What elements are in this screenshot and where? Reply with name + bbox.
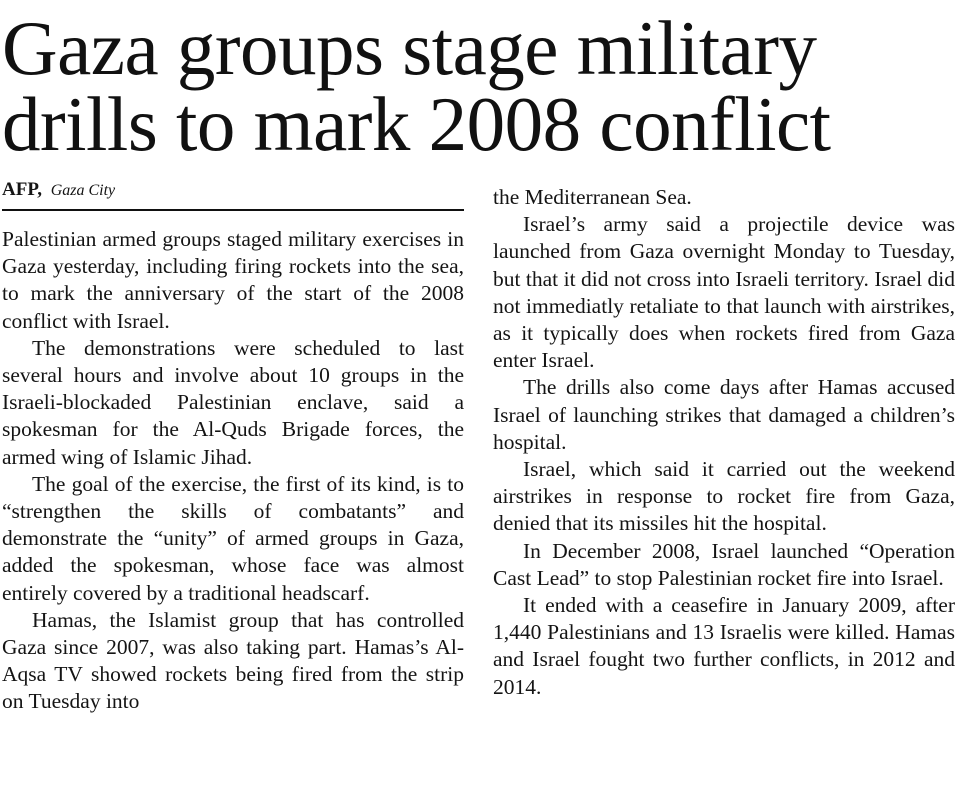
paragraph: Israel’s army said a projectile device was launched from Gaza overnight Monday to Tuesday, but that it did not cross into Israeli territory. Israel did not immediatly retaliate to that launch with airstrikes, as it typically does when rockets fired from Gaza enter Israel.	[493, 212, 955, 373]
paragraph: The drills also come days after Hamas accused Israel of launching strikes that damaged a children’s hospital.	[493, 375, 955, 454]
paragraph: In December 2008, Israel launched “Operation Cast Lead” to stop Palestinian rocket fire into Israel.	[493, 538, 955, 590]
byline-place: Gaza City	[50, 182, 116, 199]
left-column	[2, 226, 464, 716]
headline-line-2: drills to mark 2008 conflict	[2, 81, 831, 167]
paragraph-continued: the Mediterranean Sea.	[493, 185, 692, 209]
paragraph: It ended with a ceasefire in January 2009, after 1,440 Palestinians and 13 Israelis were killed. Hamas and Israel fought two further conflicts, in 2012 and 2014.	[493, 593, 955, 699]
paragraph: The demonstrations were scheduled to last several hours and involve about 10 groups in the Israeli-blockaded Palestinian enclave, said a spokesman for the Al-Quds Brigade forces, the armed wing of Islamic Jihad.	[2, 335, 464, 469]
paragraph: Israel, which said it carried out the weekend airstrikes in response to rocket fire from Gaza, denied that its missiles hit the hospital.	[493, 457, 955, 536]
byline-agency: AFP,	[2, 179, 42, 200]
headline-line-1: Gaza groups stage military	[2, 5, 817, 91]
paragraph: The goal of the exercise, the first of its kind, is to “strengthen the skills of combatants” and demonstrate the “unity” of armed groups in Gaza, added the spokesman, whose face was almost entirely covered by a traditional headscarf.	[2, 471, 464, 605]
right-column	[493, 184, 955, 701]
article-headline	[2, 5, 957, 167]
byline-divider	[2, 209, 464, 211]
paragraph: Palestinian armed groups staged military exercises in Gaza yesterday, including firing rockets into the sea, to mark the anniversary of the start of the 2008 conflict with Israel.	[2, 227, 464, 333]
byline	[2, 178, 464, 202]
paragraph: Hamas, the Islamist group that has controlled Gaza since 2007, was also taking part. Hamas’s Al-Aqsa TV showed rockets being fired from the strip on Tuesday into	[2, 607, 464, 714]
